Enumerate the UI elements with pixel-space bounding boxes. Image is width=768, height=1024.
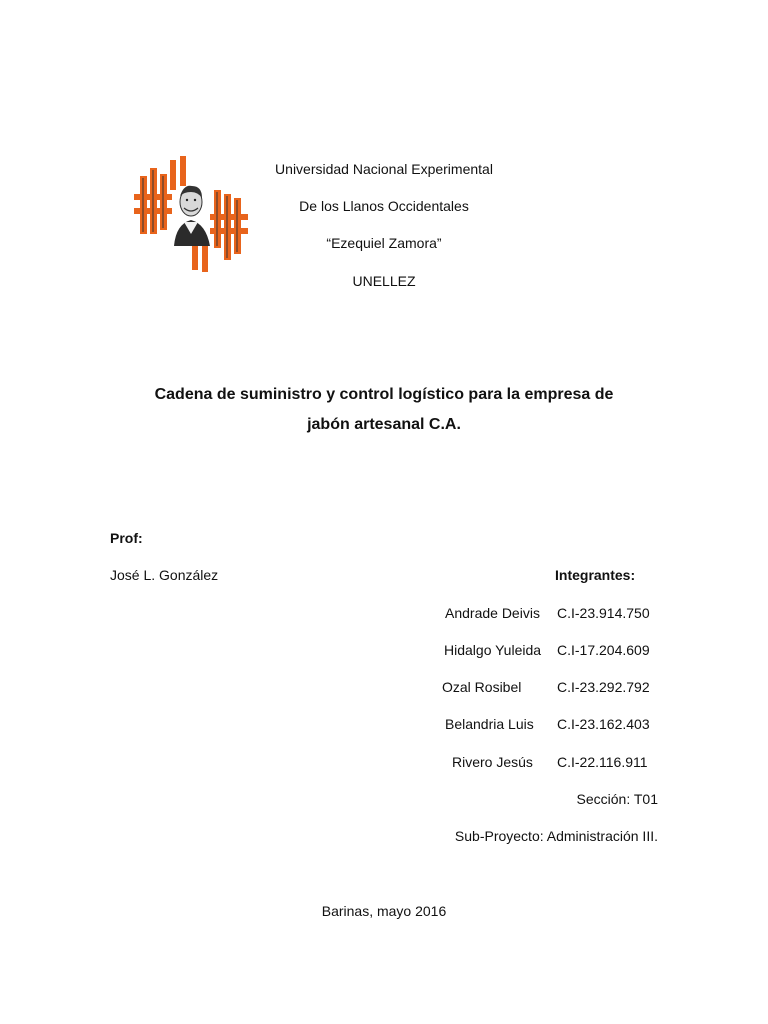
university-logo <box>134 154 248 274</box>
logo-stripes-left <box>134 156 186 234</box>
member-name: Rivero Jesús <box>452 754 533 770</box>
member-name: Belandria Luis <box>445 716 534 732</box>
member-id: C.I-23.292.792 <box>557 679 650 695</box>
subproject-line: Sub-Proyecto: Administración III. <box>454 828 658 844</box>
member-name: Hidalgo Yuleida <box>444 642 542 658</box>
document-title-line-1: Cadena de suministro y control logístico para la empresa de <box>154 386 614 403</box>
section-line: Sección: T01 <box>576 791 658 807</box>
member-id: C.I-23.914.750 <box>557 605 650 621</box>
place-date: Barinas, mayo 2016 <box>321 903 447 919</box>
members-label: Integrantes: <box>555 567 636 583</box>
unellez-emblem-icon <box>134 154 248 274</box>
university-region: De los Llanos Occidentales <box>299 198 469 214</box>
university-namesake: “Ezequiel Zamora” <box>326 235 442 251</box>
document-title-line-2: jabón artesanal C.A. <box>307 416 461 433</box>
member-id: C.I-22.116.911 <box>557 754 648 770</box>
member-name: Ozal Rosibel <box>442 679 522 695</box>
member-id: C.I-23.162.403 <box>557 716 650 732</box>
university-name: Universidad Nacional Experimental <box>275 161 493 177</box>
university-acronym: UNELLEZ <box>352 273 416 289</box>
member-name: Andrade Deivis <box>445 605 540 621</box>
professor-name: José L. González <box>110 567 219 583</box>
portrait-icon <box>174 186 210 246</box>
member-id: C.I-17.204.609 <box>557 642 650 658</box>
professor-label: Prof: <box>110 530 143 546</box>
